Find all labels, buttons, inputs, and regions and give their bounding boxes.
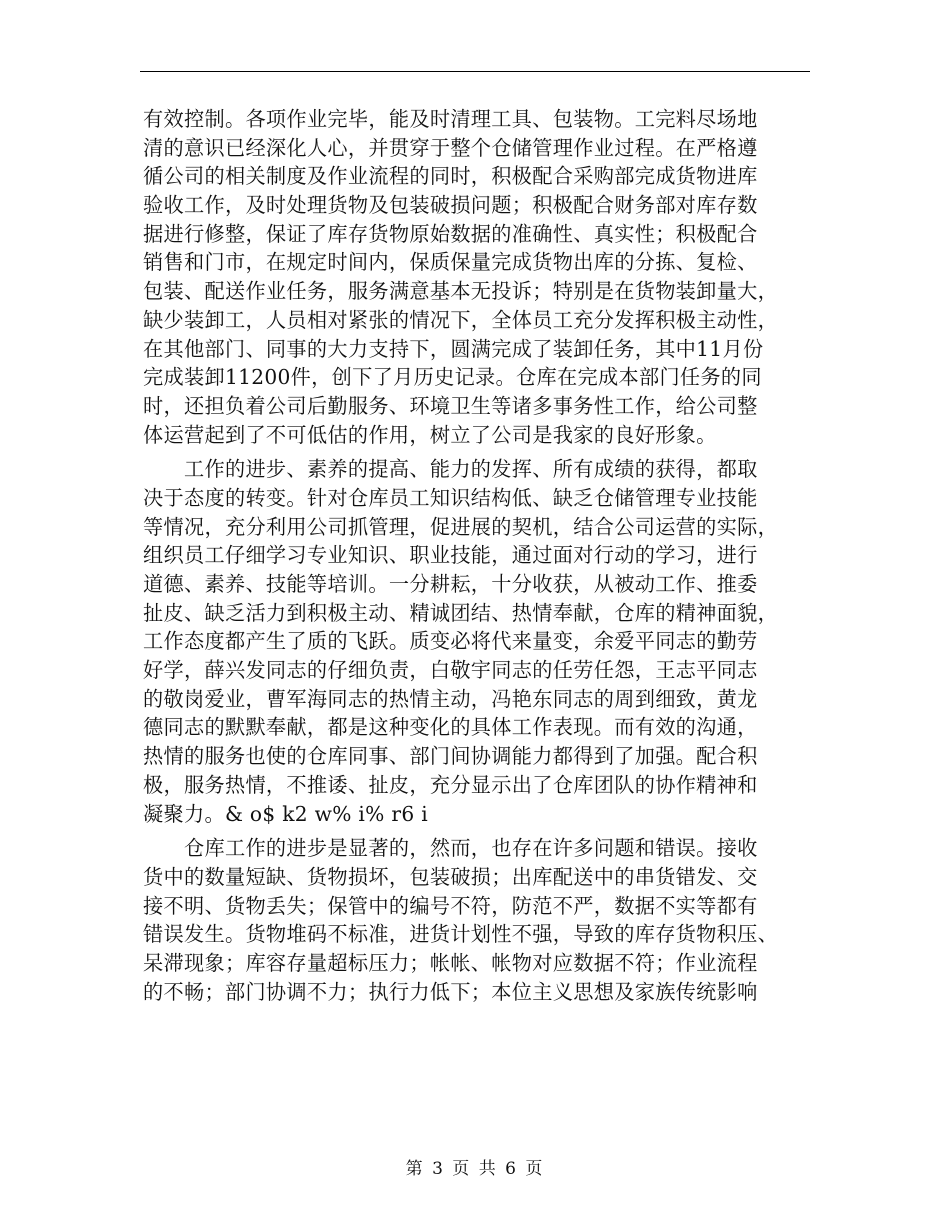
text-line: 道德、素养、技能等培训。一分耕耘，十分收获，从被动工作、推委 — [143, 572, 758, 596]
text-line: 的敬岗爱业，曹军海同志的热情主动，冯艳东同志的周到细致，黄龙 — [143, 686, 758, 711]
text-line: 等情况，充分利用公司抓管理，促进展的契机，结合公司运营的实际， — [143, 514, 779, 539]
page-footer: 第 3 页 共 6 页 — [405, 1159, 545, 1179]
text-line: 完成装卸11200件，创下了月历史记录。仓库在完成本部门任务的同 — [143, 365, 762, 390]
text-line: 工作的进步、素养的提高、能力的发挥、所有成绩的获得，都取 — [143, 457, 758, 482]
text-line: 时，还担负着公司后勤服务、环境卫生等诸多事务性工作，给公司整 — [143, 393, 758, 418]
text-line: 有效控制。各项作业完毕，能及时清理工具、包装物。工完料尽场地 — [143, 107, 758, 131]
header-rule — [140, 71, 810, 72]
text-line: 扯皮、缺乏活力到积极主动、精诚团结、热情奉献，仓库的精神面貌， — [143, 600, 779, 625]
text-line: 决于态度的转变。针对仓库员工知识结构低、缺乏仓储管理专业技能 — [143, 485, 758, 510]
text-line: 极，服务热情，不推诿、扯皮，充分显示出了仓库团队的协作精神和 — [143, 772, 758, 797]
text-line: 包装、配送作业任务，服务满意基本无投诉；特别是在货物装卸量大， — [143, 279, 779, 304]
paragraph-1 — [143, 105, 803, 449]
text-line: 仓库工作的进步是显著的，然而，也存在许多问题和错误。接收 — [143, 836, 758, 861]
text-line: 缺少装卸工，人员相对紧张的情况下，全体员工充分发挥积极主动性， — [143, 307, 779, 332]
text-line: 验收工作，及时处理货物及包装破损问题；积极配合财务部对库存数 — [143, 193, 758, 218]
text-line: 接不明、货物丢失；保管中的编号不符，防范不严，数据不实等都有 — [143, 893, 758, 918]
text-line: 销售和门市，在规定时间内，保质保量完成货物出库的分拣、复检、 — [143, 250, 758, 275]
paragraph-2 — [143, 455, 803, 828]
text-line: 清的意识已经深化人心，并贯穿于整个仓储管理作业过程。在严格遵 — [143, 135, 758, 160]
text-line: 货中的数量短缺、货物损坏，包装破损；出库配送中的串货错发、交 — [143, 864, 758, 889]
text-line: 工作态度都产生了质的飞跃。质变必将代来量变，余爱平同志的勤劳 — [143, 629, 758, 654]
text-line: 体运营起到了不可低估的作用，树立了公司是我家的良好形象。 — [143, 422, 717, 447]
text-line: 德同志的默默奉献，都是这种变化的具体工作表现。而有效的沟通， — [143, 715, 758, 740]
body-text — [143, 105, 803, 1006]
text-line: 呆滞现象；库容存量超标压力；帐帐、帐物对应数据不符；作业流程 — [143, 950, 758, 975]
text-line: 据进行修整，保证了库存货物原始数据的准确性、真实性；积极配合 — [143, 221, 758, 246]
text-line: 热情的服务也使的仓库同事、部门间协调能力都得到了加强。配合积 — [143, 744, 758, 769]
text-line: 的不畅；部门协调不力；执行力低下；本位主义思想及家族传统影响 — [143, 979, 758, 1004]
text-line: 组织员工仔细学习专业知识、职业技能，通过面对行动的学习，进行 — [143, 543, 758, 568]
text-line: 在其他部门、同事的大力支持下，圆满完成了装卸任务，其中11月份 — [143, 336, 764, 361]
text-line: 好学，薛兴发同志的仔细负责，白敬宇同志的任劳任怨，王志平同志 — [143, 658, 758, 683]
text-line: 错误发生。货物堆码不标准，进货计划性不强，导致的库存货物积压、 — [143, 922, 779, 947]
paragraph-3 — [143, 834, 803, 1006]
text-line: 循公司的相关制度及作业流程的同时，积极配合采购部完成货物进库 — [143, 164, 758, 189]
text-line: 凝聚力。& o$ k2 w% i% r6 i — [143, 801, 428, 826]
